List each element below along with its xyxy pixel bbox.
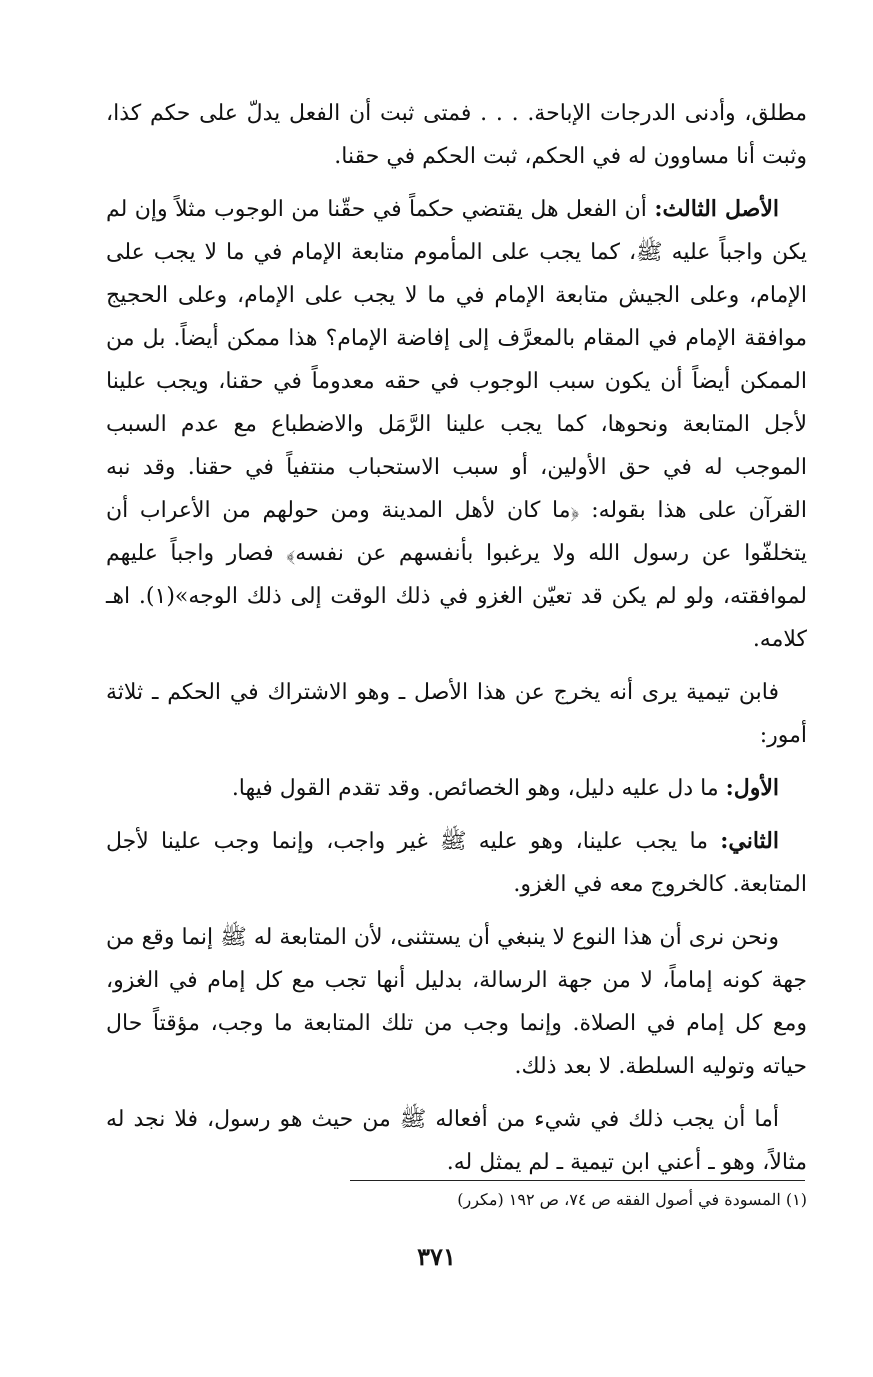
paragraph-text: أن الفعل هل يقتضي حكماً في حقّنا من الوجوب مثلاً وإن لم يكن واجباً عليه ﷺ، كما يجب على المأموم متابعة الإمام في ما لا يجب على الإمام، وعلى الجيش متابعة الإمام في ما لا يجب على الإمام، وعلى الحجيج موافقة الإمام في المقام بالمعرَّف إلى إفاضة الإمام؟ هذا ممكن أيضاً. بل من الممكن أيضاً أن يكون سبب الوجوب في حقه معدوماً في حقنا، ويجب علينا لأجل المتابعة ونحوها، كما يجب علينا الرَّمَل والاضطباع مع عدم السبب الموجب له في حق الأولين، أو سبب الاستحباب منتفياً في حقنا. وقد نبه القرآن على هذا بقوله: ﴿ما كان لأهل المدينة ومن حولهم من الأعراب أن يتخلفّوا عن رسول الله ولا يرغبوا بأنفسهم عن نفسه﴾ فصار واجباً عليهم لموافقته، ولو لم يكن قد تعيّن الغزو في ذلك الوقت إلى ذلك الوجه»(١). اهـ كلامه.	[106, 197, 807, 652]
paragraph-text: فابن تيمية يرى أنه يخرج عن هذا الأصل ـ وهو الاشتراك في الحكم ـ ثلاثة أمور:	[106, 680, 807, 748]
footnote-divider	[350, 1180, 805, 1181]
paragraph-6	[106, 916, 807, 1088]
paragraph-4	[106, 767, 807, 810]
paragraph-heading: الثاني:	[720, 828, 779, 854]
paragraph-text: ما دل عليه دليل، وهو الخصائص. وقد تقدم القول فيها.	[231, 776, 726, 801]
paragraph-2	[106, 188, 807, 661]
paragraph-5	[106, 820, 807, 906]
paragraph-text: ونحن نرى أن هذا النوع لا ينبغي أن يستثنى، لأن المتابعة له ﷺ إنما وقع من جهة كونه إماماً، لا من جهة الرسالة، بدليل أنها تجب مع كل إمام في الغزو، ومع كل إمام في الصلاة. وإنما وجب من تلك المتابعة ما وجب، مؤقتاً حال حياته وتوليه السلطة. لا بعد ذلك.	[106, 925, 807, 1079]
paragraph-7	[106, 1098, 807, 1184]
paragraph-heading: الأصل الثالث:	[654, 196, 779, 222]
paragraph-text: ما يجب علينا، وهو عليه ﷺ غير واجب، وإنما وجب علينا لأجل المتابعة. كالخروج معه في الغزو.	[106, 829, 807, 897]
page-number: ٣٧١	[417, 1242, 456, 1271]
main-text	[106, 92, 807, 1184]
paragraph-text: أما أن يجب ذلك في شيء من أفعاله ﷺ من حيث هو رسول، فلا نجد له مثالاً، وهو ـ أعني ابن تيمية ـ لم يمثل له.	[106, 1107, 807, 1175]
paragraph-3	[106, 671, 807, 757]
paragraph-text: مطلق، وأدنى الدرجات الإباحة. . . . فمتى ثبت أن الفعل يدلّ على حكم كذا، وثبت أنا مساوون له في الحكم، ثبت الحكم في حقنا.	[106, 101, 807, 169]
footnote: (١) المسودة في أصول الفقه ص ٧٤، ص ١٩٢ (مكرر)	[457, 1190, 807, 1209]
paragraph-1	[106, 92, 807, 178]
paragraph-heading: الأول:	[725, 775, 779, 801]
